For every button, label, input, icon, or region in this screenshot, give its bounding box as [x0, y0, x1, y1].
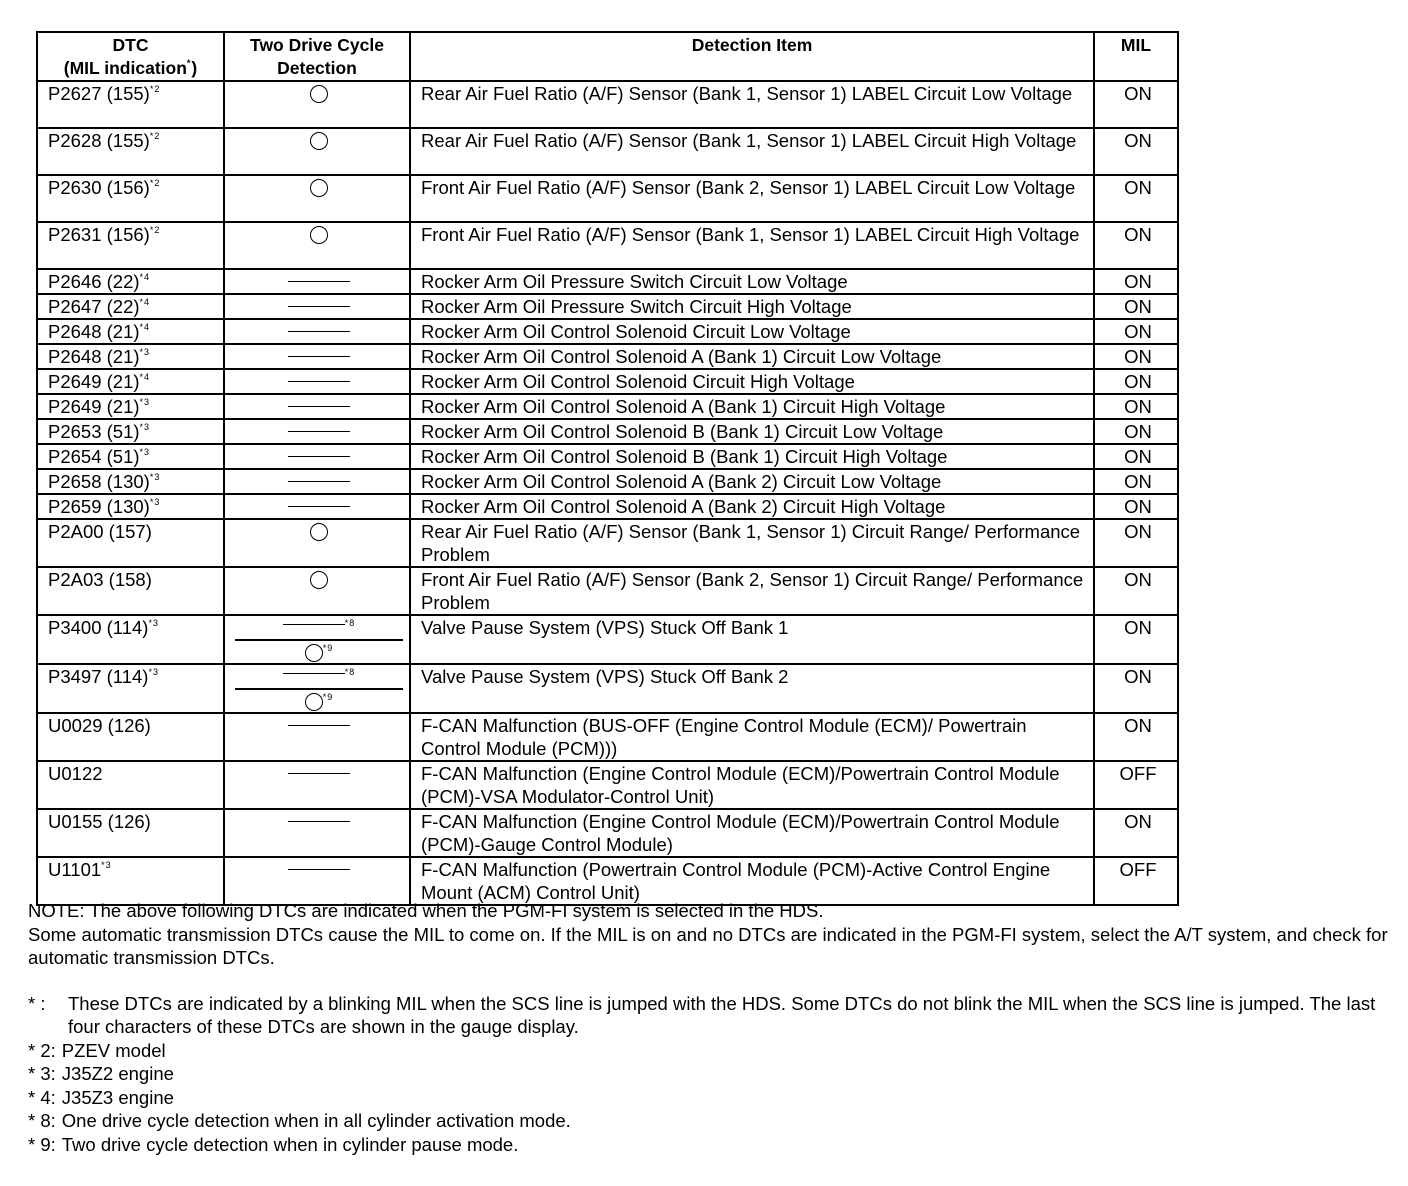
detection-cell	[224, 344, 410, 369]
detection-item: Front Air Fuel Ratio (A/F) Sensor (Bank 2, Sensor 1) LABEL Circuit Low Voltage	[410, 175, 1094, 222]
table-row	[37, 567, 1178, 615]
footnote	[28, 1109, 1398, 1133]
dtc-code-cell	[37, 761, 224, 809]
dtc-code: U0155 (126)	[48, 811, 151, 832]
dtc-footnote-ref: *3	[101, 860, 112, 870]
table-row	[37, 615, 1178, 664]
detection-two-cycle	[235, 641, 403, 663]
mil-status: ON	[1094, 175, 1178, 222]
detection-item: Rocker Arm Oil Control Solenoid A (Bank 1) Circuit High Voltage	[410, 394, 1094, 419]
dtc-code: P2631 (156)	[48, 224, 150, 245]
dtc-code-cell	[37, 444, 224, 469]
detection-cell	[224, 469, 410, 494]
footnote	[28, 1133, 1398, 1157]
detection-cell	[224, 857, 410, 905]
mil-status: ON	[1094, 369, 1178, 394]
dtc-footnote-ref: *2	[149, 178, 161, 188]
table-row	[37, 469, 1178, 494]
footnote-key: * 9:	[28, 1133, 56, 1155]
dtc-footnote-ref: *4	[139, 297, 151, 307]
detection-item: Rocker Arm Oil Control Solenoid B (Bank 1) Circuit High Voltage	[410, 444, 1094, 469]
detection-cell	[224, 713, 410, 761]
dtc-code-cell	[37, 222, 224, 269]
footnote-text: These DTCs are indicated by a blinking MIL when the SCS line is jumped with the HDS. Some DTCs do not blink the MIL when the SCS line is jumped. The last four characters of these DTCs are shown in the gauge display.	[68, 992, 1376, 1037]
dtc-code-cell	[37, 519, 224, 567]
dtc-code-cell	[37, 81, 224, 128]
mil-status: ON	[1094, 519, 1178, 567]
detection-cell	[224, 81, 410, 128]
footnote	[28, 1086, 1398, 1110]
dtc-footnote-ref: *3	[139, 397, 151, 407]
dtc-code: P3400 (114)	[48, 617, 149, 638]
detection-cell	[224, 175, 410, 222]
dash-mark	[283, 624, 345, 625]
dtc-code: P2630 (156)	[48, 177, 150, 198]
footnote-key: * 2:	[28, 1039, 56, 1061]
dtc-code-cell	[37, 567, 224, 615]
dtc-table	[36, 31, 1179, 906]
detection-cell	[224, 394, 410, 419]
dtc-code-cell	[37, 394, 224, 419]
dash-mark	[288, 725, 350, 726]
detection-item: F-CAN Malfunction (BUS-OFF (Engine Control Module (ECM)/ Powertrain Control Module (PCM)))	[410, 713, 1094, 761]
dash-mark	[283, 673, 345, 674]
header-dtc: DTC (MIL indication*)	[37, 32, 224, 81]
dtc-code: U1101	[48, 859, 102, 880]
dash-mark	[288, 331, 350, 332]
footnote-text: J35Z3 engine	[61, 1086, 174, 1108]
detection-item: Rocker Arm Oil Pressure Switch Circuit High Voltage	[410, 294, 1094, 319]
dtc-code: P2653 (51)	[48, 421, 140, 442]
detection-cell	[224, 567, 410, 615]
dtc-footnote-ref: *2	[149, 225, 161, 235]
footnote-text: J35Z2 engine	[61, 1063, 174, 1084]
detection-item: Valve Pause System (VPS) Stuck Off Bank 1	[410, 615, 1094, 664]
dtc-code: P2648 (21)	[48, 321, 140, 342]
header-mil: MIL	[1094, 32, 1178, 81]
detection-item: Rocker Arm Oil Control Solenoid Circuit Low Voltage	[410, 319, 1094, 344]
detection-item: Rocker Arm Oil Control Solenoid B (Bank 1) Circuit Low Voltage	[410, 419, 1094, 444]
detection-item: Rocker Arm Oil Control Solenoid Circuit High Voltage	[410, 369, 1094, 394]
detection-two-cycle	[235, 690, 403, 712]
circle-mark	[310, 523, 328, 541]
dtc-code: P2647 (22)	[48, 296, 140, 317]
detection-item: F-CAN Malfunction (Engine Control Module (ECM)/Powertrain Control Module (PCM)-VSA Modulator-Control Unit)	[410, 761, 1094, 809]
detection-item: Rocker Arm Oil Pressure Switch Circuit Low Voltage	[410, 269, 1094, 294]
dtc-code-cell	[37, 857, 224, 905]
circle-mark	[310, 571, 328, 589]
dtc-footnote-ref: *3	[148, 667, 159, 677]
dtc-code: P2648 (21)	[48, 346, 140, 367]
dash-mark	[288, 821, 350, 822]
circle-mark	[305, 693, 323, 711]
detection-footnote-ref: *8	[344, 667, 356, 677]
footnote-key: * 4:	[28, 1086, 56, 1108]
mil-status: ON	[1094, 809, 1178, 857]
dtc-code-cell	[37, 615, 224, 664]
table-row	[37, 664, 1178, 713]
detection-cell	[224, 269, 410, 294]
dtc-code: P2627 (155)	[48, 83, 150, 104]
dtc-code: P2658 (130)	[48, 471, 150, 492]
dash-mark	[288, 773, 350, 774]
mil-status: ON	[1094, 664, 1178, 713]
table-row	[37, 444, 1178, 469]
circle-mark	[305, 644, 323, 662]
table-row	[37, 269, 1178, 294]
table-row	[37, 128, 1178, 175]
footnote-key: * :	[28, 992, 46, 1014]
detection-cell	[224, 809, 410, 857]
dtc-code-cell	[37, 713, 224, 761]
mil-status: ON	[1094, 444, 1178, 469]
footnote-key: * 8:	[28, 1110, 56, 1131]
dash-mark	[288, 456, 350, 457]
note-line-2: Some automatic transmission DTCs cause the MIL to come on. If the MIL is on and no DTCs are indicated in the PGM-FI system, select the A/T system, and check for automatic transmission DTCs.	[28, 923, 1388, 968]
dash-mark	[288, 306, 350, 307]
dtc-code-cell	[37, 344, 224, 369]
mil-status: ON	[1094, 713, 1178, 761]
dtc-footnote-ref: *3	[139, 422, 151, 432]
header-detection-item: Detection Item	[410, 32, 1094, 81]
dash-mark	[288, 869, 350, 870]
mil-status: ON	[1094, 128, 1178, 175]
detection-cell	[224, 761, 410, 809]
mil-status: ON	[1094, 319, 1178, 344]
dtc-code: U0122	[48, 763, 103, 784]
table-row	[37, 857, 1178, 905]
mil-status: ON	[1094, 494, 1178, 519]
dtc-code-cell	[37, 664, 224, 713]
mil-status: ON	[1094, 222, 1178, 269]
detection-one-cycle	[235, 665, 403, 690]
mil-status: ON	[1094, 269, 1178, 294]
detection-cell	[224, 222, 410, 269]
detection-item: F-CAN Malfunction (Engine Control Module (ECM)/Powertrain Control Module (PCM)-Gauge Control Module)	[410, 809, 1094, 857]
detection-cell	[224, 519, 410, 567]
dtc-code: P2654 (51)	[48, 446, 140, 467]
dtc-code-cell	[37, 469, 224, 494]
detection-cell	[224, 128, 410, 175]
dtc-code: P2A03 (158)	[48, 569, 152, 590]
detection-cell	[224, 444, 410, 469]
dtc-footnote-ref: *2	[149, 84, 161, 94]
footnote-key: * 3:	[28, 1063, 56, 1084]
detection-item: Rear Air Fuel Ratio (A/F) Sensor (Bank 1, Sensor 1) LABEL Circuit Low Voltage	[410, 81, 1094, 128]
circle-mark	[310, 179, 328, 197]
dash-mark	[288, 481, 350, 482]
table-row	[37, 713, 1178, 761]
detection-one-cycle	[235, 616, 403, 641]
mil-status: ON	[1094, 419, 1178, 444]
table-row	[37, 494, 1178, 519]
dtc-code-cell	[37, 128, 224, 175]
table-row	[37, 761, 1178, 809]
table-row	[37, 419, 1178, 444]
dtc-code: P2649 (21)	[48, 371, 140, 392]
dtc-footnote-ref: *4	[139, 372, 151, 382]
mil-status: OFF	[1094, 857, 1178, 905]
mil-status: ON	[1094, 469, 1178, 494]
detection-item: Front Air Fuel Ratio (A/F) Sensor (Bank 1, Sensor 1) LABEL Circuit High Voltage	[410, 222, 1094, 269]
note-line-1: NOTE: The above following DTCs are indicated when the PGM-FI system is selected in the HDS.	[28, 900, 824, 921]
dtc-code: P3497 (114)	[48, 666, 149, 687]
dtc-code: P2A00 (157)	[48, 521, 152, 542]
dtc-code-cell	[37, 419, 224, 444]
header-two-drive-cycle: Two Drive Cycle Detection	[224, 32, 410, 81]
dash-mark	[288, 356, 350, 357]
dash-mark	[288, 281, 350, 282]
dash-mark	[288, 431, 350, 432]
detection-item: Rear Air Fuel Ratio (A/F) Sensor (Bank 1, Sensor 1) Circuit Range/ Performance Problem	[410, 519, 1094, 567]
mil-status: ON	[1094, 567, 1178, 615]
dtc-code: P2649 (21)	[48, 396, 140, 417]
dtc-code: P2659 (130)	[48, 496, 150, 517]
dtc-code-cell	[37, 175, 224, 222]
detection-cell	[224, 494, 410, 519]
detection-item: Front Air Fuel Ratio (A/F) Sensor (Bank 2, Sensor 1) Circuit Range/ Performance Problem	[410, 567, 1094, 615]
dtc-code: U0029 (126)	[48, 715, 151, 736]
dash-mark	[288, 506, 350, 507]
table-row	[37, 344, 1178, 369]
dtc-code-cell	[37, 369, 224, 394]
detection-item: Rocker Arm Oil Control Solenoid A (Bank 2) Circuit Low Voltage	[410, 469, 1094, 494]
circle-mark	[310, 132, 328, 150]
circle-mark	[310, 85, 328, 103]
table-row	[37, 809, 1178, 857]
dtc-code-cell	[37, 294, 224, 319]
dtc-footnote-ref: *3	[148, 618, 159, 628]
table-row	[37, 175, 1178, 222]
dtc-code: P2646 (22)	[48, 271, 140, 292]
detection-footnote-ref: *9	[322, 692, 334, 702]
table-row	[37, 319, 1178, 344]
table-row	[37, 519, 1178, 567]
dtc-code-cell	[37, 269, 224, 294]
footnote-text: PZEV model	[61, 1039, 166, 1061]
mil-status: ON	[1094, 615, 1178, 664]
dtc-code: P2628 (155)	[48, 130, 150, 151]
detection-cell-split	[224, 664, 410, 713]
dtc-footnote-ref: *4	[139, 272, 151, 282]
detection-item: Valve Pause System (VPS) Stuck Off Bank 2	[410, 664, 1094, 713]
footnote-text: Two drive cycle detection when in cylinder pause mode.	[61, 1133, 519, 1155]
dtc-footnote-ref: *4	[139, 322, 151, 332]
detection-cell	[224, 294, 410, 319]
footnote-text: One drive cycle detection when in all cylinder activation mode.	[61, 1110, 571, 1131]
notes-section	[28, 899, 1398, 1156]
table-row	[37, 81, 1178, 128]
footnote	[28, 1062, 1398, 1086]
table-row	[37, 222, 1178, 269]
detection-footnote-ref: *8	[344, 618, 356, 628]
detection-cell	[224, 419, 410, 444]
detection-footnote-ref: *9	[322, 643, 334, 653]
table-header-row	[37, 32, 1178, 81]
detection-cell	[224, 369, 410, 394]
mil-status: ON	[1094, 81, 1178, 128]
footnotes	[28, 992, 1398, 1157]
dtc-footnote-ref: *3	[139, 347, 151, 357]
dtc-code-cell	[37, 809, 224, 857]
detection-item: Rocker Arm Oil Control Solenoid A (Bank 2) Circuit High Voltage	[410, 494, 1094, 519]
table-row	[37, 294, 1178, 319]
dash-mark	[288, 406, 350, 407]
detection-cell-split	[224, 615, 410, 664]
table-row	[37, 394, 1178, 419]
mil-status: ON	[1094, 294, 1178, 319]
detection-item: Rear Air Fuel Ratio (A/F) Sensor (Bank 1, Sensor 1) LABEL Circuit High Voltage	[410, 128, 1094, 175]
dtc-code-cell	[37, 319, 224, 344]
table-body	[37, 81, 1178, 905]
detection-cell	[224, 319, 410, 344]
dtc-footnote-ref: *3	[149, 497, 161, 507]
circle-mark	[310, 226, 328, 244]
detection-item: Rocker Arm Oil Control Solenoid A (Bank 1) Circuit Low Voltage	[410, 344, 1094, 369]
detection-item: F-CAN Malfunction (Powertrain Control Module (PCM)-Active Control Engine Mount (ACM) Control Unit)	[410, 857, 1094, 905]
dtc-footnote-ref: *2	[149, 131, 161, 141]
dtc-footnote-ref: *3	[149, 472, 161, 482]
footnote	[28, 992, 1398, 1039]
mil-status: ON	[1094, 394, 1178, 419]
dtc-code-cell	[37, 494, 224, 519]
table-row	[37, 369, 1178, 394]
mil-status: ON	[1094, 344, 1178, 369]
dash-mark	[288, 381, 350, 382]
dtc-footnote-ref: *3	[139, 447, 151, 457]
mil-status: OFF	[1094, 761, 1178, 809]
footnote	[28, 1039, 1398, 1063]
